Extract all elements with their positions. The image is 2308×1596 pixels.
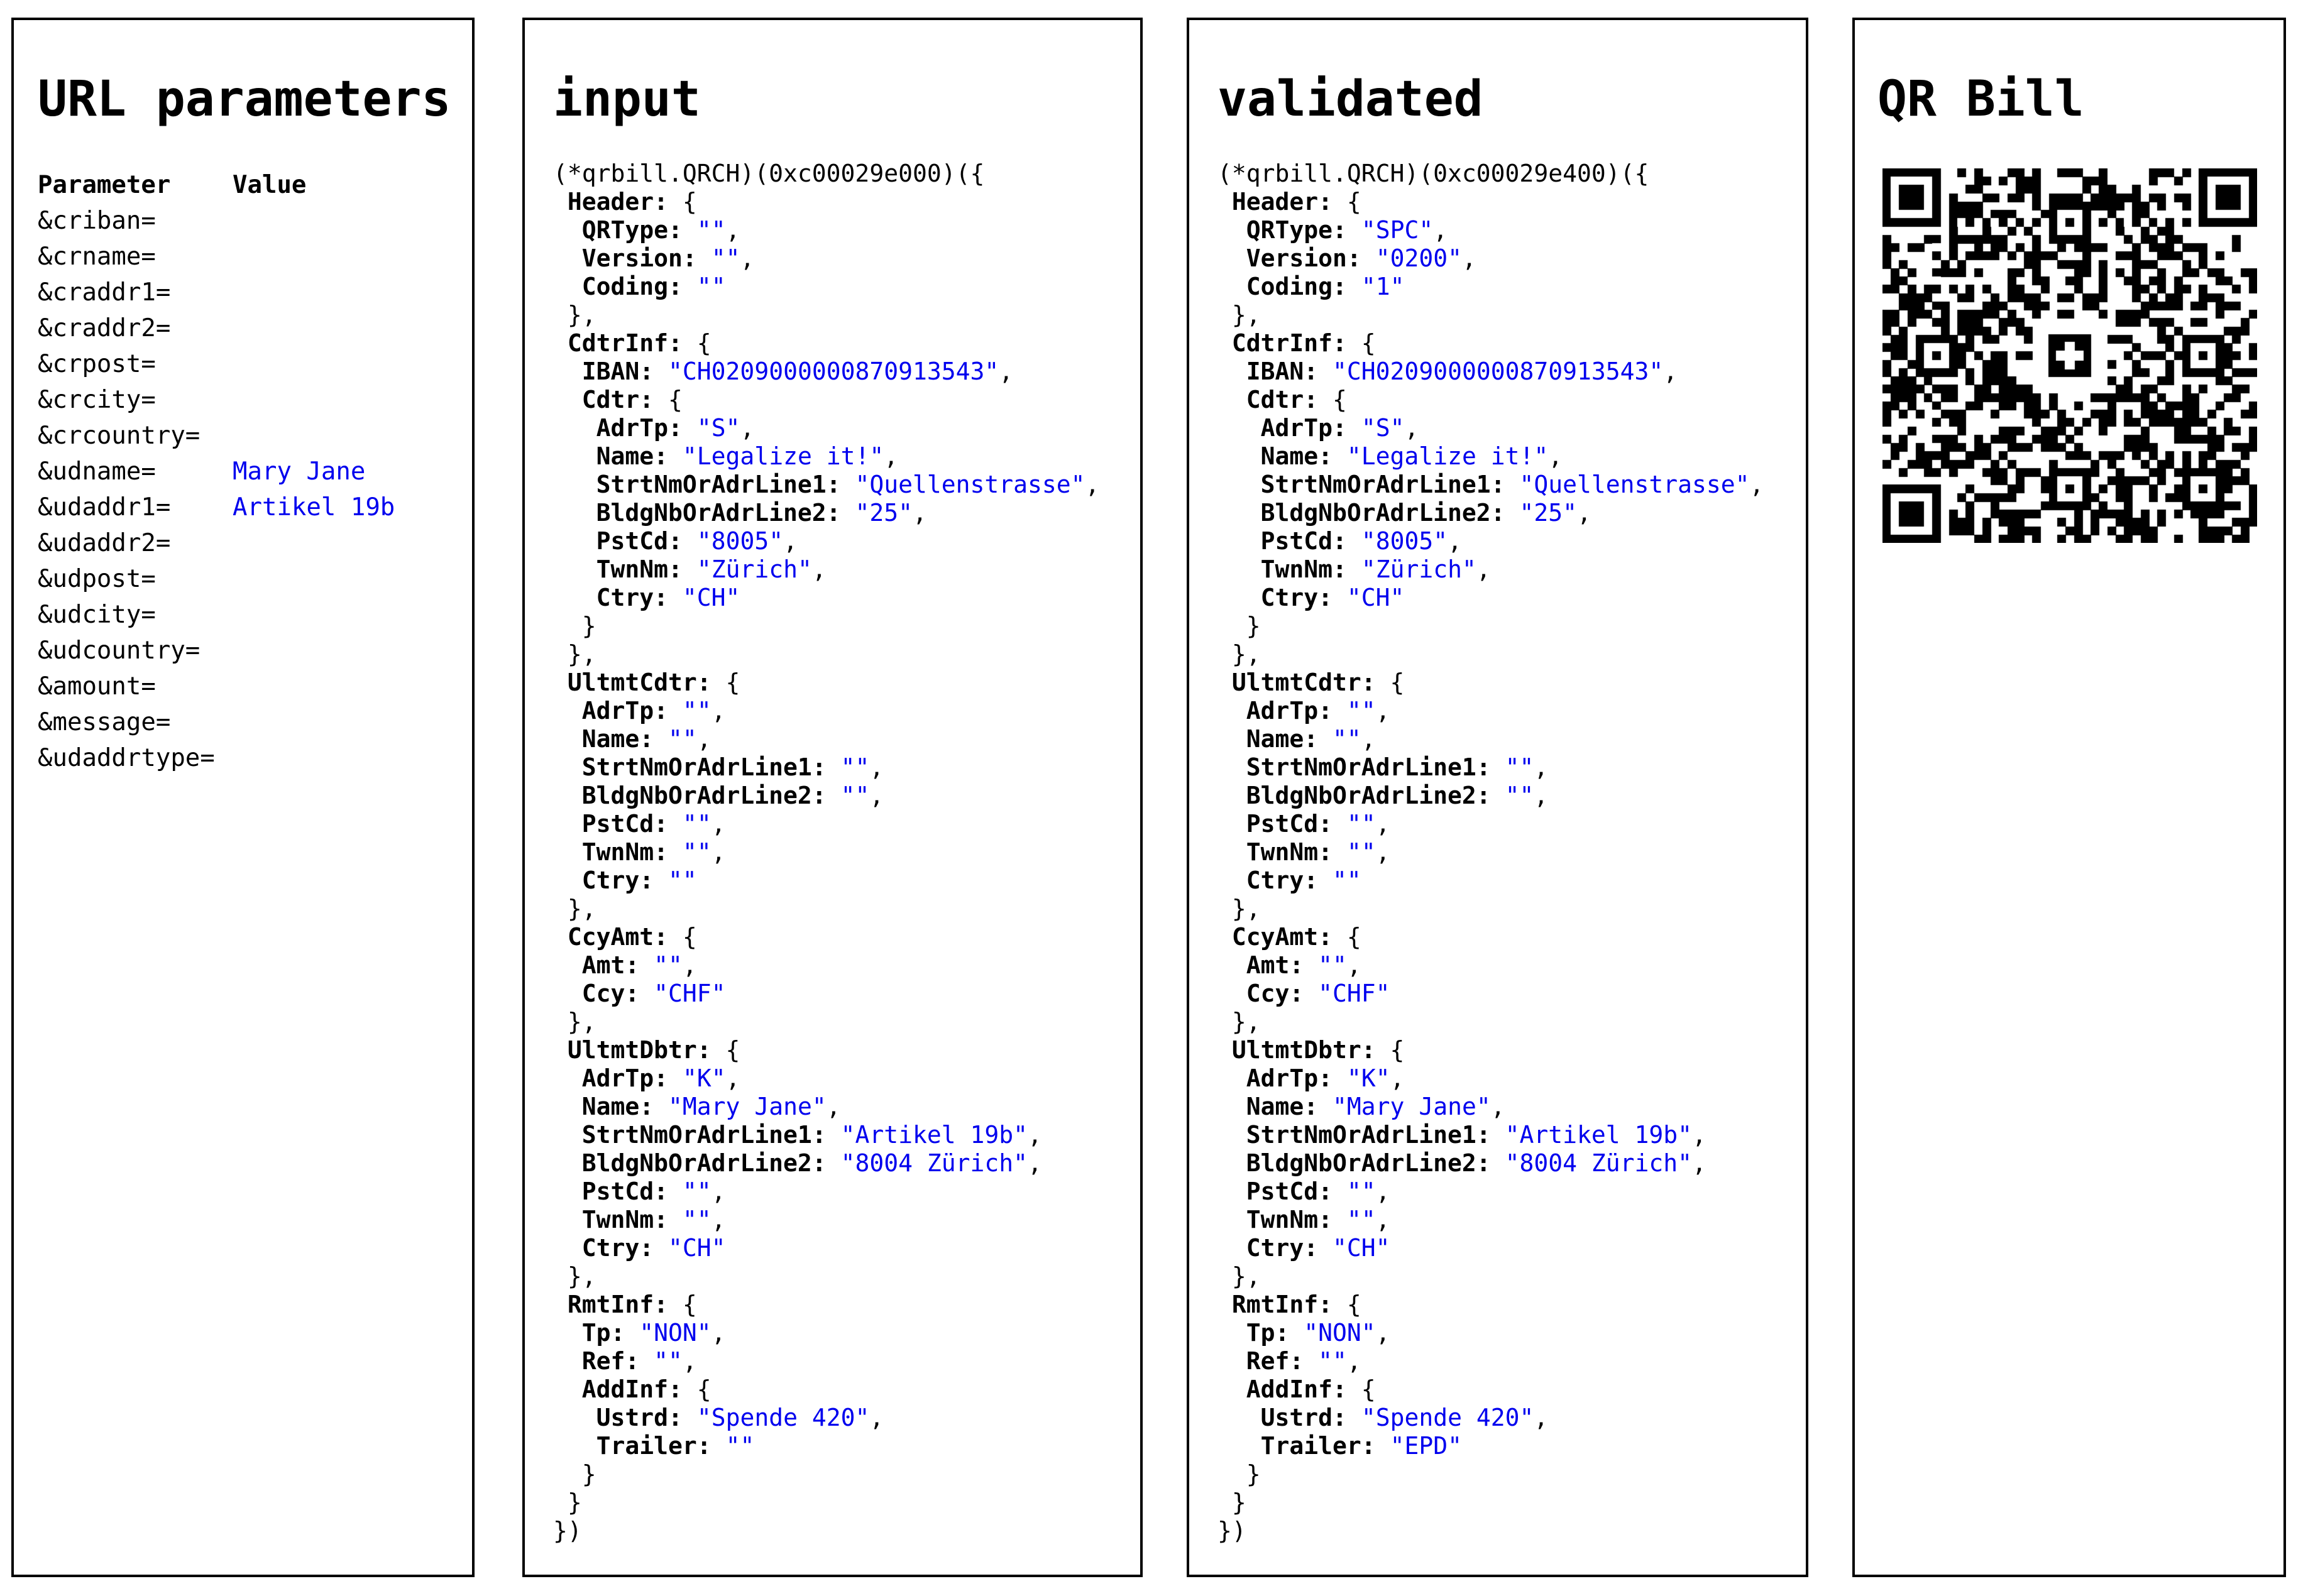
code-line: Name: "Mary Jane",: [1246, 1093, 1505, 1120]
code-line: Tp: "NON",: [1246, 1319, 1390, 1347]
param-row: [38, 275, 472, 310]
code-line: AdrTp: "K",: [581, 1064, 740, 1092]
code-line: CdtrInf: {: [567, 329, 712, 357]
code-line: CcyAmt: {: [567, 923, 697, 951]
param-name: &crcity=: [38, 386, 156, 414]
param-row: [38, 489, 472, 525]
code-line: (*qrbill.QRCH)(0xc00029e400)({: [1217, 160, 1649, 187]
code-line: CcyAmt: {: [1231, 923, 1361, 951]
code-line: Header: {: [1231, 188, 1361, 216]
code-line: TwnNm: "",: [1246, 1206, 1390, 1233]
code-line: StrtNmOrAdrLine1: "Quellenstrasse",: [1260, 471, 1764, 498]
code-line: StrtNmOrAdrLine1: "",: [1246, 753, 1549, 781]
param-name: &crpost=: [38, 350, 156, 378]
code-line: Ustrd: "Spende 420",: [1260, 1404, 1549, 1431]
code-line: AdrTp: "S",: [1260, 414, 1419, 442]
code-line: },: [553, 301, 596, 329]
code-line: Ref: "",: [581, 1347, 697, 1375]
code-line: UltmtCdtr: {: [1231, 669, 1405, 696]
param-row: [38, 418, 472, 454]
param-row: [38, 561, 472, 597]
code-line: }): [553, 1517, 582, 1544]
param-row: [38, 346, 472, 382]
url-params-table: [38, 167, 472, 776]
code-line: Name: "Mary Jane",: [581, 1093, 841, 1120]
code-line: RmtInf: {: [567, 1291, 697, 1318]
param-row: [38, 382, 472, 418]
param-name: &craddr2=: [38, 314, 171, 342]
param-row: [38, 239, 472, 275]
code-line: BldgNbOrAdrLine2: "8004 Zürich",: [581, 1149, 1042, 1177]
code-line: StrtNmOrAdrLine1: "Quellenstrasse",: [596, 471, 1100, 498]
code-line: BldgNbOrAdrLine2: "25",: [596, 499, 927, 527]
value-column-header: Value: [233, 171, 307, 199]
code-line: BldgNbOrAdrLine2: "",: [581, 782, 884, 809]
code-line: }: [1217, 1489, 1246, 1516]
code-line: Name: "Legalize it!",: [596, 442, 899, 470]
param-name: &udaddrtype=: [38, 744, 215, 772]
code-line: UltmtDbtr: {: [567, 1036, 740, 1064]
param-row: [38, 633, 472, 669]
param-name: &udcountry=: [38, 637, 201, 665]
param-name: &udaddr2=: [38, 529, 171, 557]
code-line: PstCd: "",: [581, 1178, 726, 1205]
code-line: },: [1217, 640, 1261, 668]
code-line: Coding: "1": [1246, 273, 1405, 300]
code-line: Cdtr: {: [581, 386, 683, 413]
code-line: Ctry: "": [1246, 866, 1361, 894]
param-row: [38, 203, 472, 239]
param-row: [38, 525, 472, 561]
code-line: },: [1217, 301, 1261, 329]
code-line: Name: "Legalize it!",: [1260, 442, 1563, 470]
param-row: [38, 454, 472, 489]
code-line: }: [1217, 612, 1261, 640]
code-line: }: [1217, 1460, 1261, 1488]
code-line: QRType: "SPC",: [1246, 216, 1448, 244]
param-value: Artikel 19b: [233, 493, 395, 522]
param-name: &craddr1=: [38, 278, 171, 307]
code-line: Ctry: "": [581, 866, 697, 894]
code-line: Cdtr: {: [1246, 386, 1347, 413]
code-line: },: [553, 1262, 596, 1290]
code-line: UltmtDbtr: {: [1231, 1036, 1405, 1064]
code-line: },: [553, 640, 596, 668]
code-line: PstCd: "",: [1246, 810, 1390, 838]
code-line: IBAN: "CH0209000000870913543",: [1246, 358, 1678, 385]
code-line: Ctry: "CH": [1260, 584, 1405, 611]
qr-bill-title: QR Bill: [1877, 71, 2084, 128]
input-struct-panel: [522, 18, 1143, 1577]
param-row: [38, 669, 472, 704]
param-row: [38, 740, 472, 776]
code-line: AdrTp: "S",: [596, 414, 755, 442]
code-line: Ctry: "CH": [1246, 1234, 1390, 1262]
code-line: Ccy: "CHF": [581, 980, 726, 1007]
param-row: [38, 310, 472, 346]
param-column-header: Parameter: [38, 171, 171, 199]
code-line: CdtrInf: {: [1231, 329, 1376, 357]
code-line: Name: "",: [581, 725, 712, 753]
code-line: Header: {: [567, 188, 697, 216]
code-line: Name: "",: [1246, 725, 1376, 753]
code-line: StrtNmOrAdrLine1: "Artikel 19b",: [581, 1121, 1042, 1149]
param-name: &udpost=: [38, 565, 156, 593]
param-name: &crcountry=: [38, 422, 201, 450]
code-line: AdrTp: "K",: [1246, 1064, 1405, 1092]
param-row: [38, 597, 472, 633]
code-line: Ccy: "CHF": [1246, 980, 1390, 1007]
code-line: PstCd: "",: [581, 810, 726, 838]
param-name: &udcity=: [38, 601, 156, 629]
code-line: (*qrbill.QRCH)(0xc00029e000)({: [553, 160, 985, 187]
code-line: AdrTp: "",: [581, 697, 726, 724]
code-line: StrtNmOrAdrLine1: "",: [581, 753, 884, 781]
code-line: Coding: "": [581, 273, 726, 300]
code-line: TwnNm: "Zürich",: [1260, 555, 1491, 583]
code-line: PstCd: "8005",: [1260, 527, 1462, 555]
code-line: Ustrd: "Spende 420",: [596, 1404, 884, 1431]
code-line: Trailer: "": [596, 1432, 755, 1460]
validated-panel-title: validated: [1217, 71, 1483, 128]
code-line: TwnNm: "",: [581, 838, 726, 866]
code-line: Ctry: "CH": [596, 584, 740, 611]
code-line: }: [553, 612, 596, 640]
code-line: BldgNbOrAdrLine2: "8004 Zürich",: [1246, 1149, 1706, 1177]
code-line: QRType: "",: [581, 216, 740, 244]
code-line: },: [1217, 895, 1261, 922]
code-line: }: [553, 1489, 582, 1516]
code-line: },: [553, 1008, 596, 1036]
code-line: },: [1217, 1008, 1261, 1036]
param-name: &criban=: [38, 207, 156, 235]
code-line: Amt: "",: [581, 951, 697, 979]
param-name: &crname=: [38, 243, 156, 271]
code-line: AddInf: {: [581, 1375, 712, 1403]
code-line: RmtInf: {: [1231, 1291, 1361, 1318]
param-name: &udaddr1=: [38, 493, 171, 522]
param-name: &udname=: [38, 457, 156, 486]
validated-struct-panel: [1187, 18, 1808, 1577]
code-line: Trailer: "EPD": [1260, 1432, 1462, 1460]
code-line: TwnNm: "",: [581, 1206, 726, 1233]
param-value: Mary Jane: [233, 457, 366, 486]
validated-struct-dump: [1217, 160, 1806, 1545]
code-line: AddInf: {: [1246, 1375, 1376, 1403]
url-parameters-panel: [11, 18, 475, 1577]
code-line: PstCd: "8005",: [596, 527, 798, 555]
code-line: Ctry: "CH": [581, 1234, 726, 1262]
code-line: Version: "0200",: [1246, 244, 1476, 272]
param-name: &amount=: [38, 672, 156, 701]
code-line: Ref: "",: [1246, 1347, 1361, 1375]
code-line: AdrTp: "",: [1246, 697, 1390, 724]
code-line: BldgNbOrAdrLine2: "25",: [1260, 499, 1591, 527]
code-line: }): [1217, 1517, 1246, 1544]
code-line: BldgNbOrAdrLine2: "",: [1246, 782, 1549, 809]
code-line: }: [553, 1460, 596, 1488]
input-panel-title: input: [553, 71, 701, 128]
url-parameters-title: URL parameters: [38, 71, 451, 128]
input-struct-dump: [553, 160, 1140, 1545]
code-line: PstCd: "",: [1246, 1178, 1390, 1205]
code-line: TwnNm: "",: [1246, 838, 1390, 866]
code-line: TwnNm: "Zürich",: [596, 555, 827, 583]
qr-code: [1882, 168, 2257, 543]
code-line: },: [1217, 1262, 1261, 1290]
qr-bill-panel: [1852, 18, 2286, 1577]
code-line: StrtNmOrAdrLine1: "Artikel 19b",: [1246, 1121, 1706, 1149]
param-row: [38, 704, 472, 740]
code-line: },: [553, 895, 596, 922]
code-line: UltmtCdtr: {: [567, 669, 740, 696]
code-line: Amt: "",: [1246, 951, 1361, 979]
code-line: IBAN: "CH0209000000870913543",: [581, 358, 1014, 385]
param-name: &message=: [38, 708, 171, 736]
code-line: Tp: "NON",: [581, 1319, 726, 1347]
code-line: Version: "",: [581, 244, 755, 272]
url-params-header-row: [38, 167, 472, 203]
